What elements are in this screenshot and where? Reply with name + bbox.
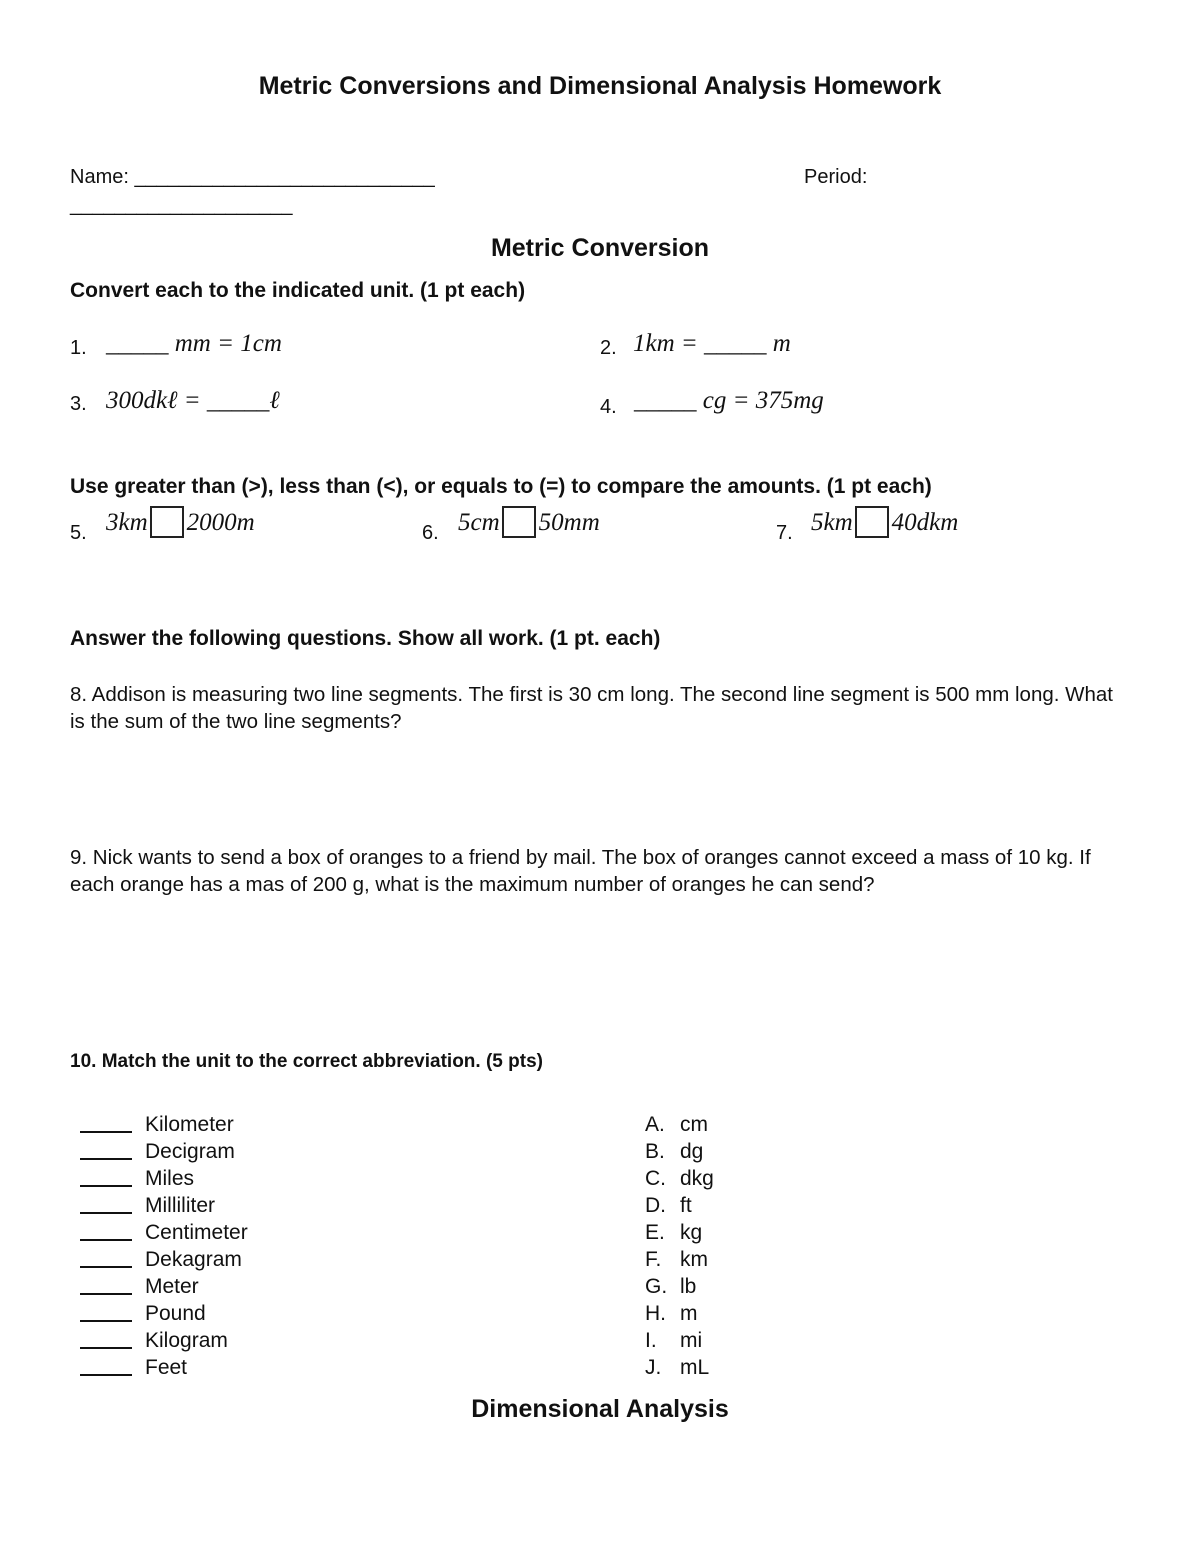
questions-instruction: Answer the following questions. Show all work. (1 pt. each) [70, 627, 661, 650]
problem-5-left: 3km [106, 509, 148, 536]
problem-3-expression[interactable]: 300dkℓ = _____ℓ [106, 387, 280, 414]
period-field[interactable]: ____________________ [70, 194, 293, 216]
problem-4-expression[interactable]: _____ cg = 375mg [634, 387, 824, 414]
unit-label: Milliliter [145, 1194, 215, 1217]
unit-label: Kilogram [145, 1329, 228, 1352]
list-item[interactable] [80, 1219, 248, 1246]
list-item[interactable] [80, 1192, 248, 1219]
name-field[interactable]: Name: ___________________________ [70, 166, 435, 188]
answer-blank[interactable] [80, 1140, 132, 1160]
answer-blank[interactable] [80, 1113, 132, 1133]
list-item: D. ft [645, 1194, 692, 1217]
list-item[interactable] [80, 1111, 248, 1138]
problem-6-comparison [458, 506, 600, 538]
problem-4-number: 4. [600, 396, 617, 418]
list-item[interactable] [80, 1354, 248, 1381]
unit-label: Kilometer [145, 1113, 234, 1136]
list-item[interactable] [80, 1138, 248, 1165]
answer-blank[interactable] [80, 1356, 132, 1376]
list-item: H. m [645, 1302, 698, 1325]
problem-1-number: 1. [70, 337, 87, 359]
matching-units-list [80, 1111, 248, 1381]
problem-5-right: 2000m [186, 509, 255, 536]
convert-instruction: Convert each to the indicated unit. (1 pt each) [70, 279, 526, 302]
answer-blank[interactable] [80, 1329, 132, 1349]
section-heading-dimensional-analysis: Dimensional Analysis [471, 1395, 729, 1423]
problem-5-answer-box[interactable] [150, 506, 184, 538]
problem-2-expression[interactable]: 1km = _____ m [633, 330, 791, 357]
problem-6-answer-box[interactable] [502, 506, 536, 538]
answer-blank[interactable] [80, 1167, 132, 1187]
problem-3-number: 3. [70, 393, 87, 415]
problem-6-right: 50mm [538, 509, 600, 536]
list-item: J. mL [645, 1356, 710, 1379]
problem-7-right: 40dkm [891, 509, 959, 536]
list-item: B. dg [645, 1140, 704, 1163]
list-item[interactable] [80, 1246, 248, 1273]
unit-label: Dekagram [145, 1248, 242, 1271]
list-item: C. dkg [645, 1167, 714, 1190]
unit-label: Feet [145, 1356, 188, 1379]
question-8: 8. Addison is measuring two line segments. The first is 30 cm long. The second line segment is 500 mm long. What is the sum of the two line segments? [70, 683, 1113, 733]
problem-7-comparison [811, 506, 958, 538]
problem-7-left: 5km [811, 509, 853, 536]
list-item[interactable] [80, 1165, 248, 1192]
list-item: I. mi [645, 1329, 703, 1352]
problem-1-expression[interactable]: _____ mm = 1cm [106, 330, 282, 357]
problem-5-comparison [106, 506, 255, 538]
list-item: A. cm [645, 1113, 708, 1136]
problem-6-number: 6. [422, 522, 439, 544]
list-item[interactable] [80, 1300, 248, 1327]
answer-blank[interactable] [80, 1248, 132, 1268]
list-item[interactable] [80, 1327, 248, 1354]
problem-5-number: 5. [70, 522, 87, 544]
unit-label: Meter [145, 1275, 199, 1298]
problem-6-left: 5cm [458, 509, 500, 536]
problem-7-number: 7. [776, 522, 793, 544]
section-heading-metric-conversion: Metric Conversion [490, 234, 710, 262]
list-item: F. km [645, 1248, 708, 1271]
list-item: G. lb [645, 1275, 697, 1298]
answer-blank[interactable] [80, 1194, 132, 1214]
answer-blank[interactable] [80, 1221, 132, 1241]
question-9: 9. Nick wants to send a box of oranges to a friend by mail. The box of oranges cannot exceed a mass of 10 kg. If each orange has a mas of 200 g, what is the maximum number of oranges he can send? [70, 846, 1091, 896]
unit-label: Pound [145, 1302, 206, 1325]
unit-label: Decigram [145, 1140, 235, 1163]
matching-instruction: 10. Match the unit to the correct abbreviation. (5 pts) [70, 1051, 543, 1072]
list-item: E. kg [645, 1221, 703, 1244]
matching-abbreviations-list [645, 1111, 714, 1381]
unit-label: Miles [145, 1167, 195, 1190]
problem-7-answer-box[interactable] [855, 506, 889, 538]
period-label: Period: [804, 166, 868, 188]
compare-instruction: Use greater than (>), less than (<), or equals to (=) to compare the amounts. (1 pt each) [70, 475, 932, 498]
problem-2-number: 2. [600, 337, 617, 359]
unit-label: Centimeter [145, 1221, 248, 1244]
list-item[interactable] [80, 1273, 248, 1300]
answer-blank[interactable] [80, 1275, 132, 1295]
answer-blank[interactable] [80, 1302, 132, 1322]
page-title: Metric Conversions and Dimensional Analysis Homework [258, 72, 942, 100]
